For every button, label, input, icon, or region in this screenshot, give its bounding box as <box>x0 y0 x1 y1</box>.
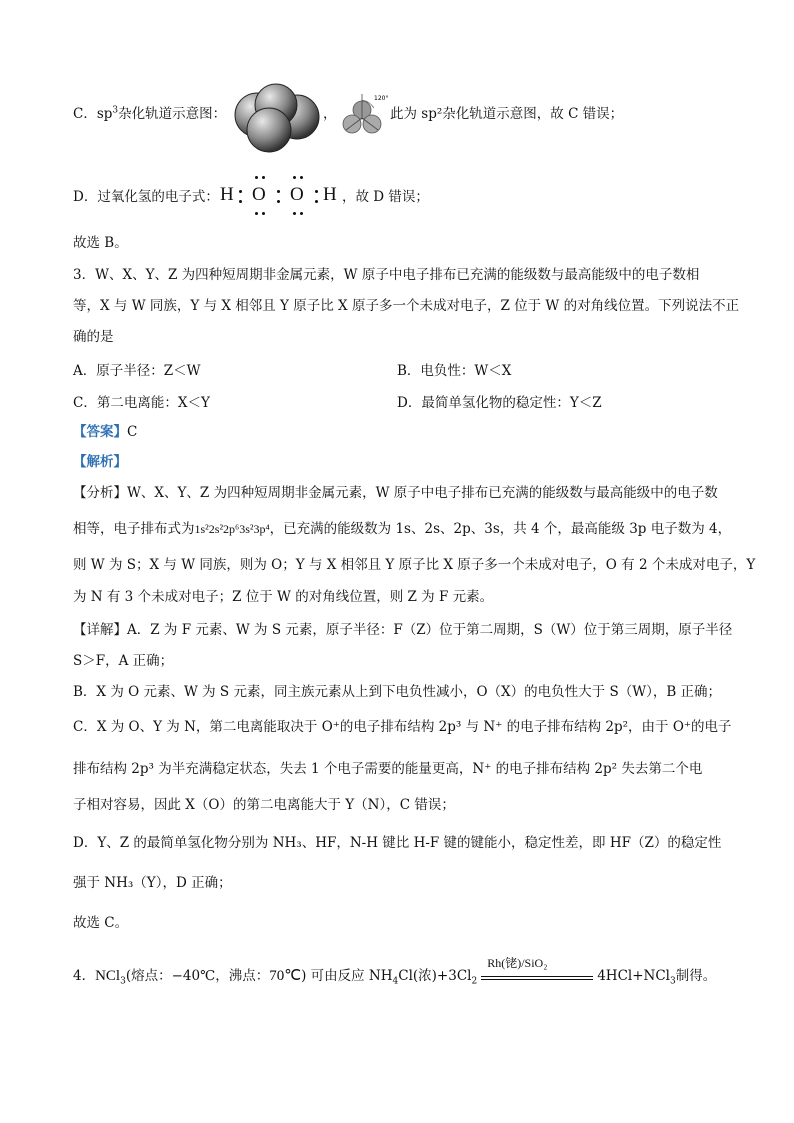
detail-a-text-1: A．Z 为 F 元素、W 为 S 元素，原子半径：F（Z）位于第二周期，S（W）位于第三周期，原子半径 <box>127 622 733 638</box>
q4-number: 4． <box>73 968 96 984</box>
detail-d-line-1: D．Y、Z 的最简单氢化物分别为 NH₃、HF，N-H 键比 H-F 键的键能小，稳定性差，即 HF（Z）的稳定性 <box>73 835 722 851</box>
cl2-sub: 2 <box>471 976 478 987</box>
option-c-prefix: C．sp <box>73 106 113 122</box>
q4-end: 制得。 <box>675 968 717 984</box>
angle-label: 120° <box>374 95 389 102</box>
q4-line <box>73 955 717 987</box>
detail-a-line-2: S＞F，A 正确； <box>73 653 174 669</box>
detail-c-line-2: 排布结构 2p³ 为半充满稳定状态，失去 1 个电子需要的能量更高，N⁺ 的电子排布结构 2p² 失去第二个电 <box>73 761 703 777</box>
ncl3-sub: 3 <box>120 976 126 987</box>
q4-products: 4HCl+NCl <box>597 968 670 984</box>
option-c-line <box>73 104 226 124</box>
sp2-orbital-image <box>338 88 389 136</box>
boiling-point: 70℃ <box>269 968 302 984</box>
detail-b-line: B．X 为 O 元素、W 为 S 元素，同主族元素从上到下电负性减小，O（X）的电负性大于 S（W），B 正确； <box>73 684 722 700</box>
comma: ， <box>323 106 337 122</box>
detail-d-line-2: 强于 NH₃（Y），D 正确； <box>73 875 232 891</box>
analysis-line-3: 则 W 为 S；X 与 W 同族，则为 O；Y 与 X 相邻且 Y 原子比 X 原子多一个未成对电子，O 有 2 个未成对电子，Y <box>73 557 756 573</box>
analysis-text-2b: ，已充满的能级数为 1s、2s、2p、3s，共 4 个，最高能级 3p 电子数为 4， <box>269 521 732 537</box>
analysis-text-1: W、X、Y、Z 为四种短周期非金属元素，W 原子中电子排布已充满的能级数与最高能级中的电子数 <box>127 485 718 501</box>
option-d-suffix: ，故 D 错误； <box>342 189 429 205</box>
analysis-line-1 <box>73 483 718 503</box>
analysis-line-2 <box>73 519 731 539</box>
choose-b: 故选 B。 <box>73 235 128 251</box>
choose-c: 故选 C。 <box>73 915 129 931</box>
answer-line <box>73 422 137 442</box>
analysis-text-2a: 相等，电子排布式为 <box>73 521 195 537</box>
q3-line-1: 3．W、X、Y、Z 为四种短周期非金属元素，W 原子中电子排布已充满的能级数与最高能级中的电子数相 <box>73 267 700 283</box>
h2o2-electron-formula: H O O H <box>220 174 344 218</box>
answer-value: C <box>127 424 138 440</box>
detail-c-line-3: 子相对容易，因此 X（O）的第二电离能大于 Y（N），C 错误； <box>73 797 455 813</box>
sp3-superscript: 3 <box>112 105 119 116</box>
q3-line-3: 确的是 <box>73 329 114 345</box>
detail-label: 【详解】 <box>73 622 127 638</box>
analysis-label: 【分析】 <box>73 485 127 501</box>
q4-reactants: Cl(浓)+3Cl <box>398 968 472 984</box>
answer-label: 【答案】 <box>73 424 127 440</box>
detail-a-line-1 <box>73 620 732 640</box>
ncl3-formula: NCl <box>95 968 121 984</box>
q4-melting: (熔点：−40℃，沸点： <box>125 968 270 984</box>
ncl3-product-sub: 3 <box>669 976 676 987</box>
electron-config: 1s²2s²2p⁶3s²3p⁴ <box>194 522 270 536</box>
detail-c-line-1: C．X 为 O、Y 为 N，第二电离能取决于 O⁺的电子排布结构 2p³ 与 N⁺ 的电子排布结构 2p²，由于 O⁺的电子 <box>73 719 732 735</box>
nh4-sub: 4 <box>392 976 399 987</box>
option-c-suffix: 此为 sp²杂化轨道示意图，故 C 错误； <box>390 106 624 122</box>
q3-option-b: B．电负性：W＜X <box>397 363 512 379</box>
option-d-prefix: D．过氧化氢的电子式： <box>73 189 219 205</box>
jiexi-label: 【解析】 <box>73 454 127 470</box>
q3-option-c: C．第二电离能：X＜Y <box>73 395 210 411</box>
q3-line-2: 等，X 与 W 同族，Y 与 X 相邻且 Y 原子比 X 原子多一个未成对电子，Z 位于 W 的对角线位置。下列说法不正 <box>73 298 740 314</box>
reaction-arrow <box>481 955 593 987</box>
q3-option-a: A．原子半径：Z＜W <box>73 363 201 379</box>
option-c-text: 杂化轨道示意图： <box>118 106 227 122</box>
catalyst-label: Rh(铑)/SiO₂ <box>487 955 548 970</box>
analysis-line-4: 为 N 有 3 个未成对电子；Z 位于 W 的对角线位置，则 Z 为 F 元素。 <box>73 589 494 605</box>
sp3-orbital-image <box>232 85 322 155</box>
q4-reaction-start: ) 可由反应 NH <box>301 968 393 984</box>
q3-option-d: D．最简单氢化物的稳定性：Y＜Z <box>397 395 602 411</box>
